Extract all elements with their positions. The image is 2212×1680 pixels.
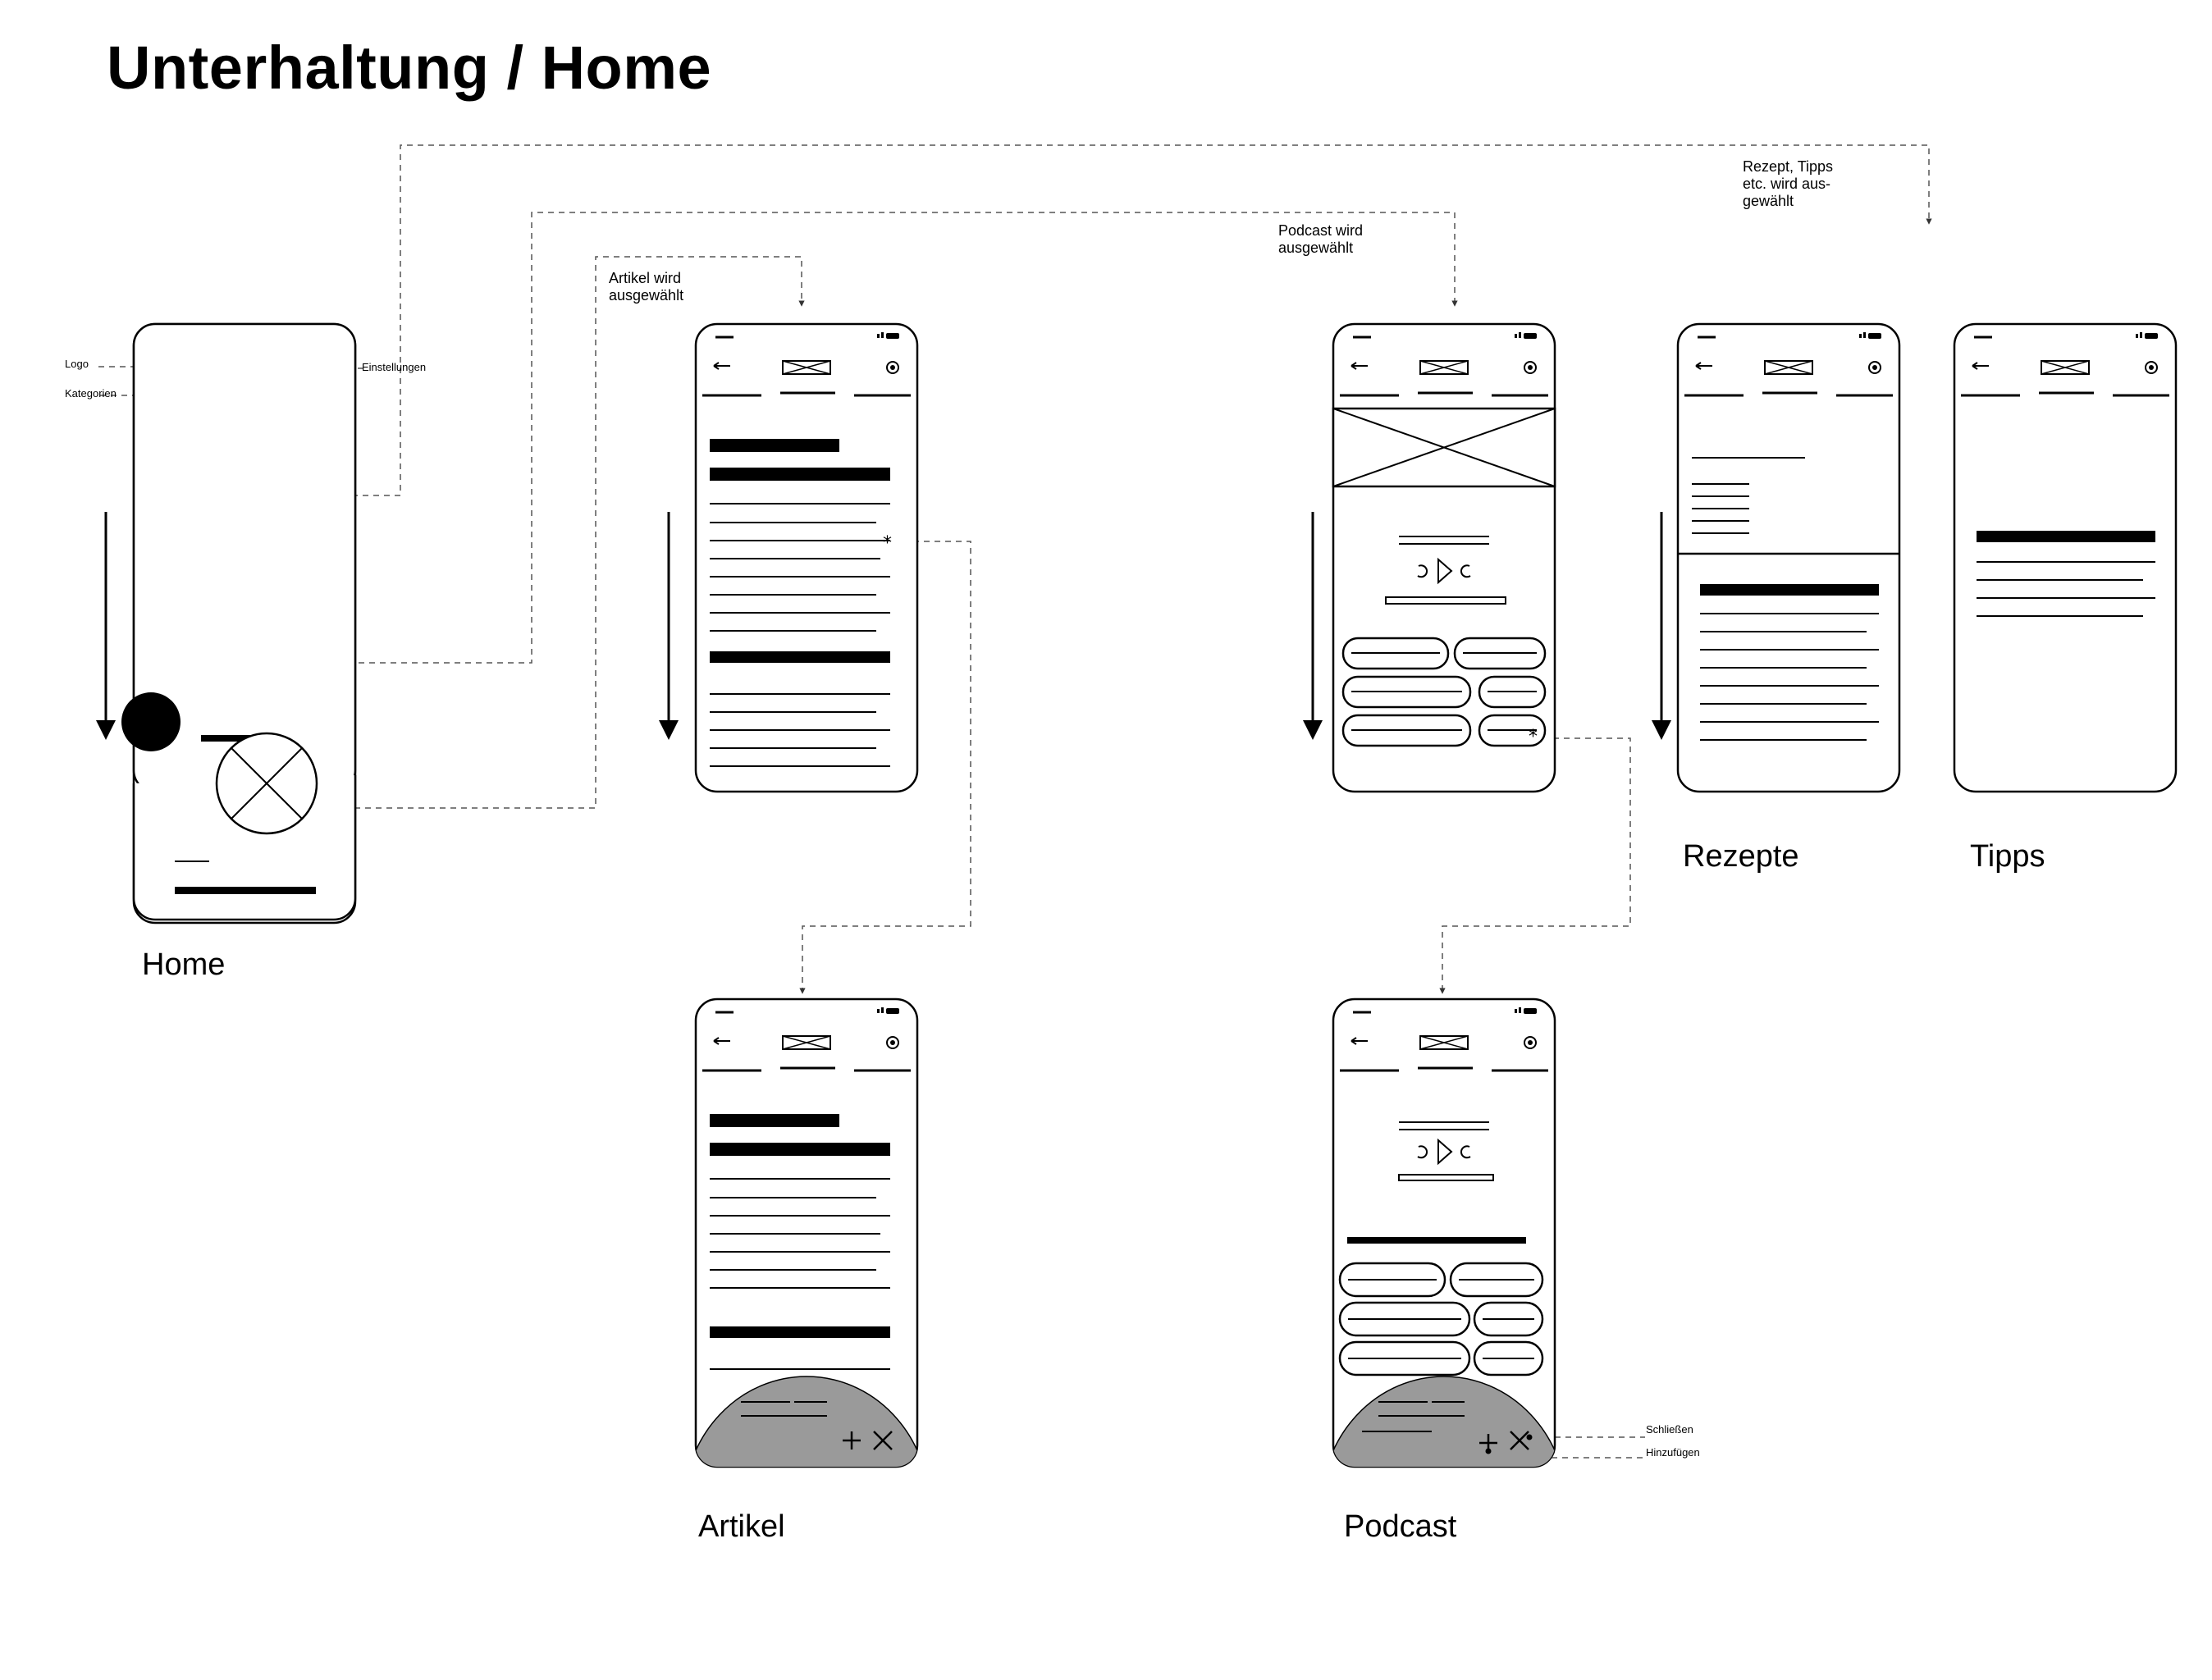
screen-label-home: Home	[142, 947, 226, 982]
annotation-podcast-line2: ausgewählt	[1278, 240, 1354, 256]
screen-label-rezepte: Rezepte	[1683, 839, 1799, 874]
screen-home	[106, 324, 355, 923]
screen-rezepte	[1678, 324, 1899, 792]
bottom-sheet[interactable]	[1321, 1376, 1567, 1639]
logo-placeholder-icon[interactable]	[1420, 361, 1468, 374]
bottom-sheet[interactable]	[683, 1376, 930, 1639]
annotation-artikel-line1: Artikel wird	[609, 270, 682, 286]
annotation-rezept-line1: Rezept, Tipps	[1743, 158, 1834, 175]
page-title: Unterhaltung / Home	[107, 34, 712, 102]
annotation-hinzufuegen: Hinzufügen	[1646, 1446, 1700, 1459]
annotation-schliessen: Schließen	[1646, 1423, 1693, 1436]
screen-tipps	[1954, 324, 2176, 792]
logo-placeholder-icon[interactable]	[1765, 361, 1812, 374]
screen-podcast-player	[1333, 324, 1555, 792]
annotation-einstellungen: Einstellungen	[362, 361, 427, 373]
logo-placeholder-icon[interactable]	[783, 1036, 830, 1049]
screen-labels	[142, 839, 2045, 1544]
image-placeholder-icon	[1333, 409, 1555, 486]
annotation-rezept-line2: etc. wird aus-	[1743, 176, 1831, 192]
image-placeholder-icon	[217, 733, 317, 833]
flow-connectors	[98, 145, 1929, 1458]
screen-label-artikel: Artikel	[698, 1509, 785, 1544]
logo-placeholder-icon[interactable]	[1420, 1036, 1468, 1049]
annotation-kategorien: Kategorien	[65, 387, 117, 399]
annotation-artikel-line2: ausgewählt	[609, 287, 684, 304]
annotation-rezept-line3: gewählt	[1743, 193, 1794, 209]
svg-text:*: *	[1529, 727, 1538, 747]
annotation-podcast-line1: Podcast wird	[1278, 222, 1364, 239]
episode-chips[interactable]	[1340, 1263, 1542, 1375]
logo-placeholder-icon[interactable]	[783, 361, 830, 374]
screen-label-podcast: Podcast	[1344, 1509, 1457, 1544]
screen-artikel-detail	[696, 324, 917, 792]
episode-chips[interactable]	[1343, 638, 1545, 746]
annotation-logo: Logo	[65, 358, 89, 370]
screen-label-tipps: Tipps	[1970, 839, 2045, 874]
svg-text:*: *	[883, 533, 892, 554]
logo-placeholder-icon[interactable]	[2041, 361, 2089, 374]
